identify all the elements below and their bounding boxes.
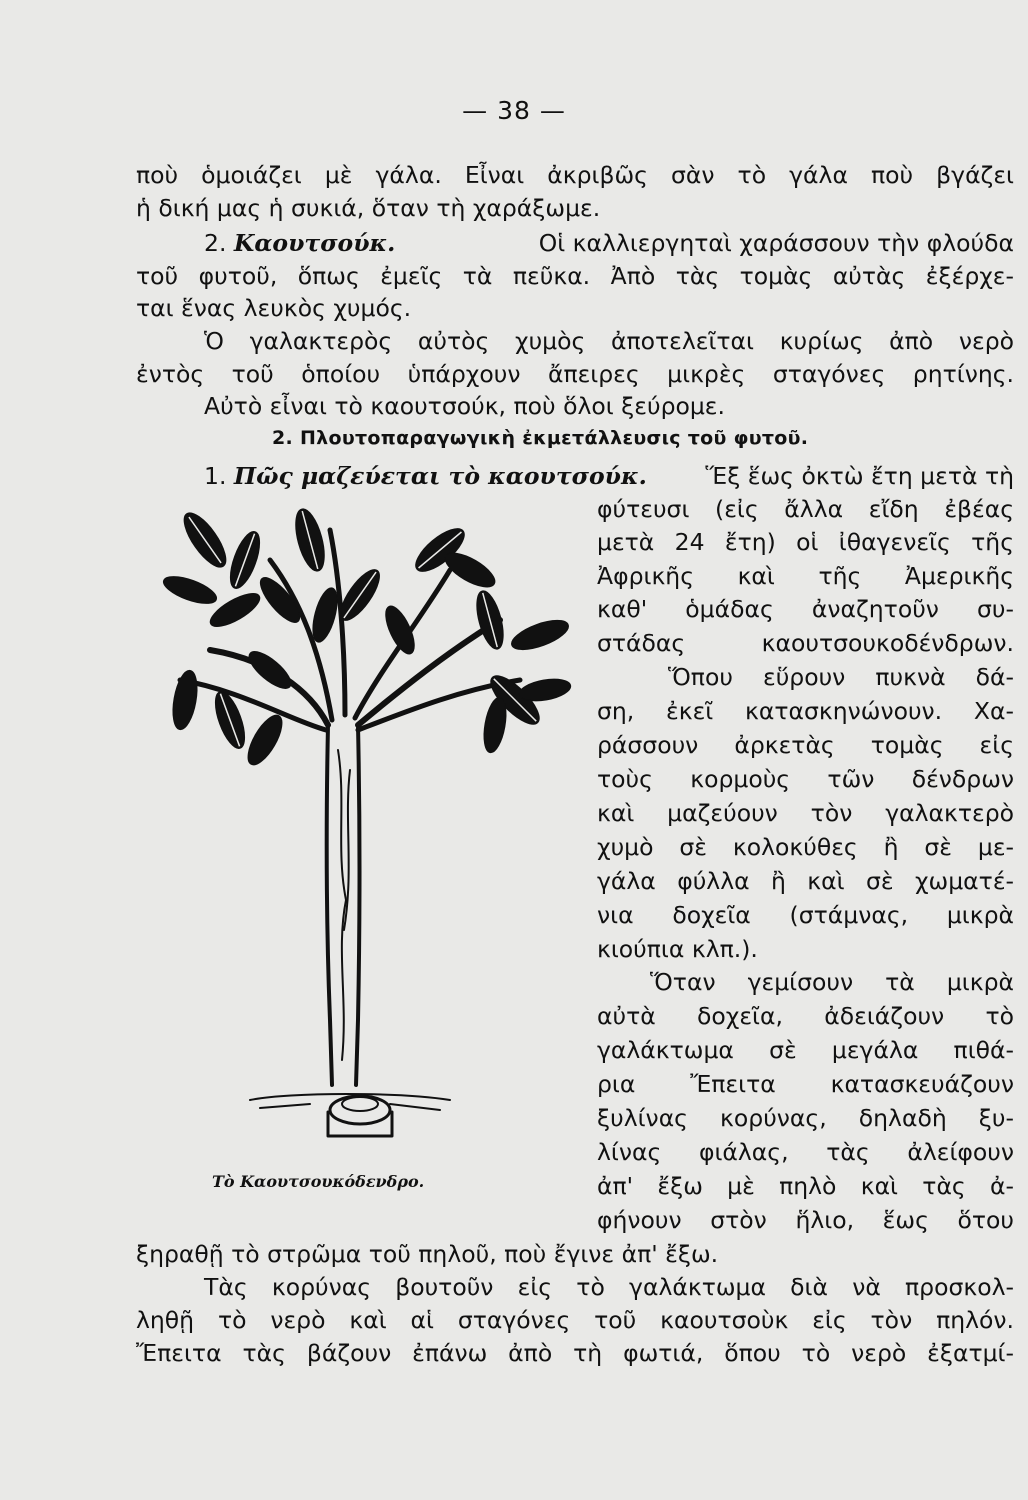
text-line: τοῦ φυτοῦ, ὅπως ἐμεῖς τὰ πεῦκα. Ἀπὸ τὰς τομὰς αὐτὰς ἐξέρχε-: [136, 262, 1014, 290]
column-line: στάδας καουτσουκοδένδρων.: [597, 629, 1014, 657]
column-line: Ἀφρικῆς καὶ τῆς Ἀμερικῆς: [597, 562, 1014, 590]
column-line: καὶ μαζεύουν τὸν γαλακτερὸ: [597, 799, 1014, 827]
item-number: 2.: [204, 229, 227, 257]
subsection-title: Πῶς μαζεύεται τὸ καουτσούκ.: [233, 462, 647, 490]
text-line: Αὐτὸ εἶναι τὸ καουτσούκ, ποὺ ὅλοι ξεύρομε.: [204, 392, 725, 420]
text-line: ται ἕνας λευκὸς χυμός.: [136, 294, 412, 322]
column-line: τοὺς κορμοὺς τῶν δένδρων: [597, 765, 1014, 793]
column-line: ἀπ' ἔξω μὲ πηλὸ καὶ τὰς ἀ-: [597, 1172, 1014, 1200]
text-line: ποὺ ὁμοιάζει μὲ γάλα. Εἶναι ἀκριβῶς σὰν τὸ γάλα ποὺ βγάζει: [136, 161, 1014, 189]
column-line: λίνας φιάλας, τὰς ἀλείφουν: [597, 1138, 1014, 1166]
column-line: Ὅπου εὕρουν πυκνὰ δά-: [668, 663, 1014, 691]
subsection-number: 1.: [204, 462, 227, 490]
text-line: ἐντὸς τοῦ ὁποίου ὑπάρχουν ἄπειρες μικρὲς σταγόνες ρητίνης.: [136, 360, 1014, 388]
column-line: ράσσουν ἀρκετὰς τομὰς εἰς: [597, 731, 1014, 759]
text-line: ξηραθῇ τὸ στρῶμα τοῦ πηλοῦ, ποὺ ἔγινε ἀπ' ἔξω.: [136, 1240, 719, 1268]
column-line: μετὰ 24 ἔτη) οἱ ἰθαγενεῖς τῆς: [597, 528, 1014, 556]
item-rubber-line: [204, 228, 1014, 258]
column-line: γαλάκτωμα σὲ μεγάλα πιθά-: [597, 1036, 1014, 1064]
column-line: αὐτὰ δοχεῖα, ἀδειάζουν τὸ: [597, 1002, 1014, 1030]
text-segment: Ἕξ ἕως ὀκτὼ ἔτη μετὰ τὴ: [705, 462, 1014, 490]
text-line: Τὰς κορύνας βουτοῦν εἰς τὸ γαλάκτωμα διὰ νὰ προσκολ-: [204, 1273, 1014, 1301]
text-line: ληθῇ τὸ νερὸ καὶ αἱ σταγόνες τοῦ καουτσοὺκ εἰς τὸν πηλόν.: [136, 1306, 1014, 1334]
text-line: Ὁ γαλακτερὸς αὐτὸς χυμὸς ἀποτελεῖται κυρίως ἀπὸ νερὸ: [204, 327, 1014, 355]
column-line: ξυλίνας κορύνας, δηλαδὴ ξυ-: [597, 1104, 1014, 1132]
text-line: ἡ δική μας ἡ συκιά, ὅταν τὴ χαράξωμε.: [136, 194, 601, 222]
column-line: χυμὸ σὲ κολοκύθες ἢ σὲ με-: [597, 833, 1014, 861]
item-term: Καουτσούκ.: [233, 229, 396, 257]
column-line: ση, ἐκεῖ κατασκηνώνουν. Χα-: [597, 697, 1014, 725]
column-line: νια δοχεῖα (στάμνας, μικρὰ: [597, 901, 1014, 929]
text-segment: Οἱ καλλιεργηταὶ χαράσσουν τὴν φλούδα: [538, 229, 1014, 257]
rubber-tree-illustration: [150, 500, 590, 1160]
text-line: Ἔπειτα τὰς βάζουν ἐπάνω ἀπὸ τὴ φωτιά, ὅπου τὸ νερὸ ἐξατμί-: [136, 1339, 1014, 1367]
column-line: Ὅταν γεμίσουν τὰ μικρὰ: [650, 968, 1014, 996]
section-heading: 2. Πλουτοπαραγωγικὴ ἐκμετάλλευσις τοῦ φυτοῦ.: [272, 427, 809, 449]
column-line: φήνουν στὸν ἥλιο, ἕως ὅτου: [597, 1206, 1014, 1234]
column-line: ρια Ἔπειτα κατασκευάζουν: [597, 1070, 1014, 1098]
column-line: καθ' ὁμάδας ἀναζητοῦν συ-: [597, 595, 1014, 623]
figure-caption: Τὸ Καουτσουκόδενδρο.: [212, 1172, 425, 1191]
column-line: κιούπια κλπ.).: [597, 935, 758, 963]
column-line: γάλα φύλλα ἢ καὶ σὲ χωματέ-: [597, 867, 1014, 895]
subsection-line: [204, 461, 1014, 491]
column-line: φύτευσι (εἰς ἄλλα εἴδη ἐβέας: [597, 495, 1014, 523]
page-number: — 38 —: [462, 96, 566, 125]
